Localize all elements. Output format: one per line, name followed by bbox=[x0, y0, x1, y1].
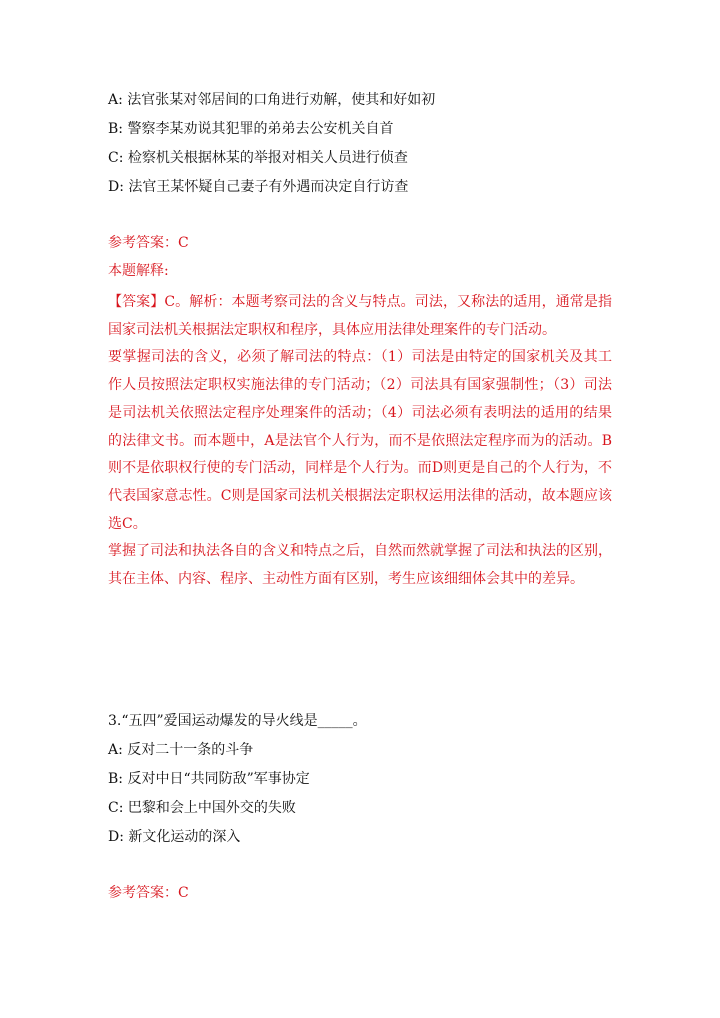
q2-answer: 参考答案：C bbox=[108, 235, 189, 251]
q3-option-d: D: 新文化运动的深入 bbox=[108, 829, 241, 845]
q3-option-a: A: 反对二十一条的斗争 bbox=[108, 742, 254, 758]
q3-option-b: B: 反对中日“共同防敌”军事协定 bbox=[108, 771, 310, 787]
q2-option-d: D: 法官王某怀疑自己妻子有外遇而决定自行访查 bbox=[108, 179, 409, 195]
q2-explanation-heading: 本题解释: bbox=[108, 263, 169, 279]
q2-explanation bbox=[108, 289, 612, 594]
q2-option-b: B: 警察李某劝说其犯罪的弟弟去公安机关自首 bbox=[108, 121, 394, 137]
q3-answer: 参考答案：C bbox=[108, 885, 189, 901]
q3-option-c: C: 巴黎和会上中国外交的失败 bbox=[108, 800, 296, 816]
q2-explanation-paragraph-1: 【答案】C。解析：本题考察司法的含义与特点。司法，又称法的适用，通常是指国家司法机关根据法定职权和程序，具体应用法律处理案件的专门活动。 bbox=[108, 294, 612, 338]
q2-explanation-paragraph-3: 掌握了司法和执法各自的含义和特点之后，自然而然就掌握了司法和执法的区别，其在主体、内容、程序、主动性方面有区别，考生应该细细体会其中的差异。 bbox=[108, 543, 612, 588]
q2-explanation-paragraph-2: 要掌握司法的含义，必须了解司法的特点：（1）司法是由特定的国家机关及其工作人员按照法定职权实施法律的专门活动；（2）司法具有国家强制性；（3）司法是司法机关依照法定程序处理案件的活动；（4）司法必须有表明法的适用的结果的法律文书。而本题中，A是法官个人行为，而不是依照法定程序而为的活动。B则不是依职权行使的专门活动，同样是个人行为。而D则更是自己的个人行为，不代表国家意志性。C则是国家司法机关根据法定职权运用法律的活动，故本题应该选C。 bbox=[108, 349, 612, 532]
q2-option-c: C: 检察机关根据林某的举报对相关人员进行侦查 bbox=[108, 150, 408, 166]
q3-question: 3.“五四”爱国运动爆发的导火线是_____。 bbox=[108, 713, 367, 729]
q2-option-a: A: 法官张某对邻居间的口角进行劝解，使其和好如初 bbox=[108, 92, 436, 108]
